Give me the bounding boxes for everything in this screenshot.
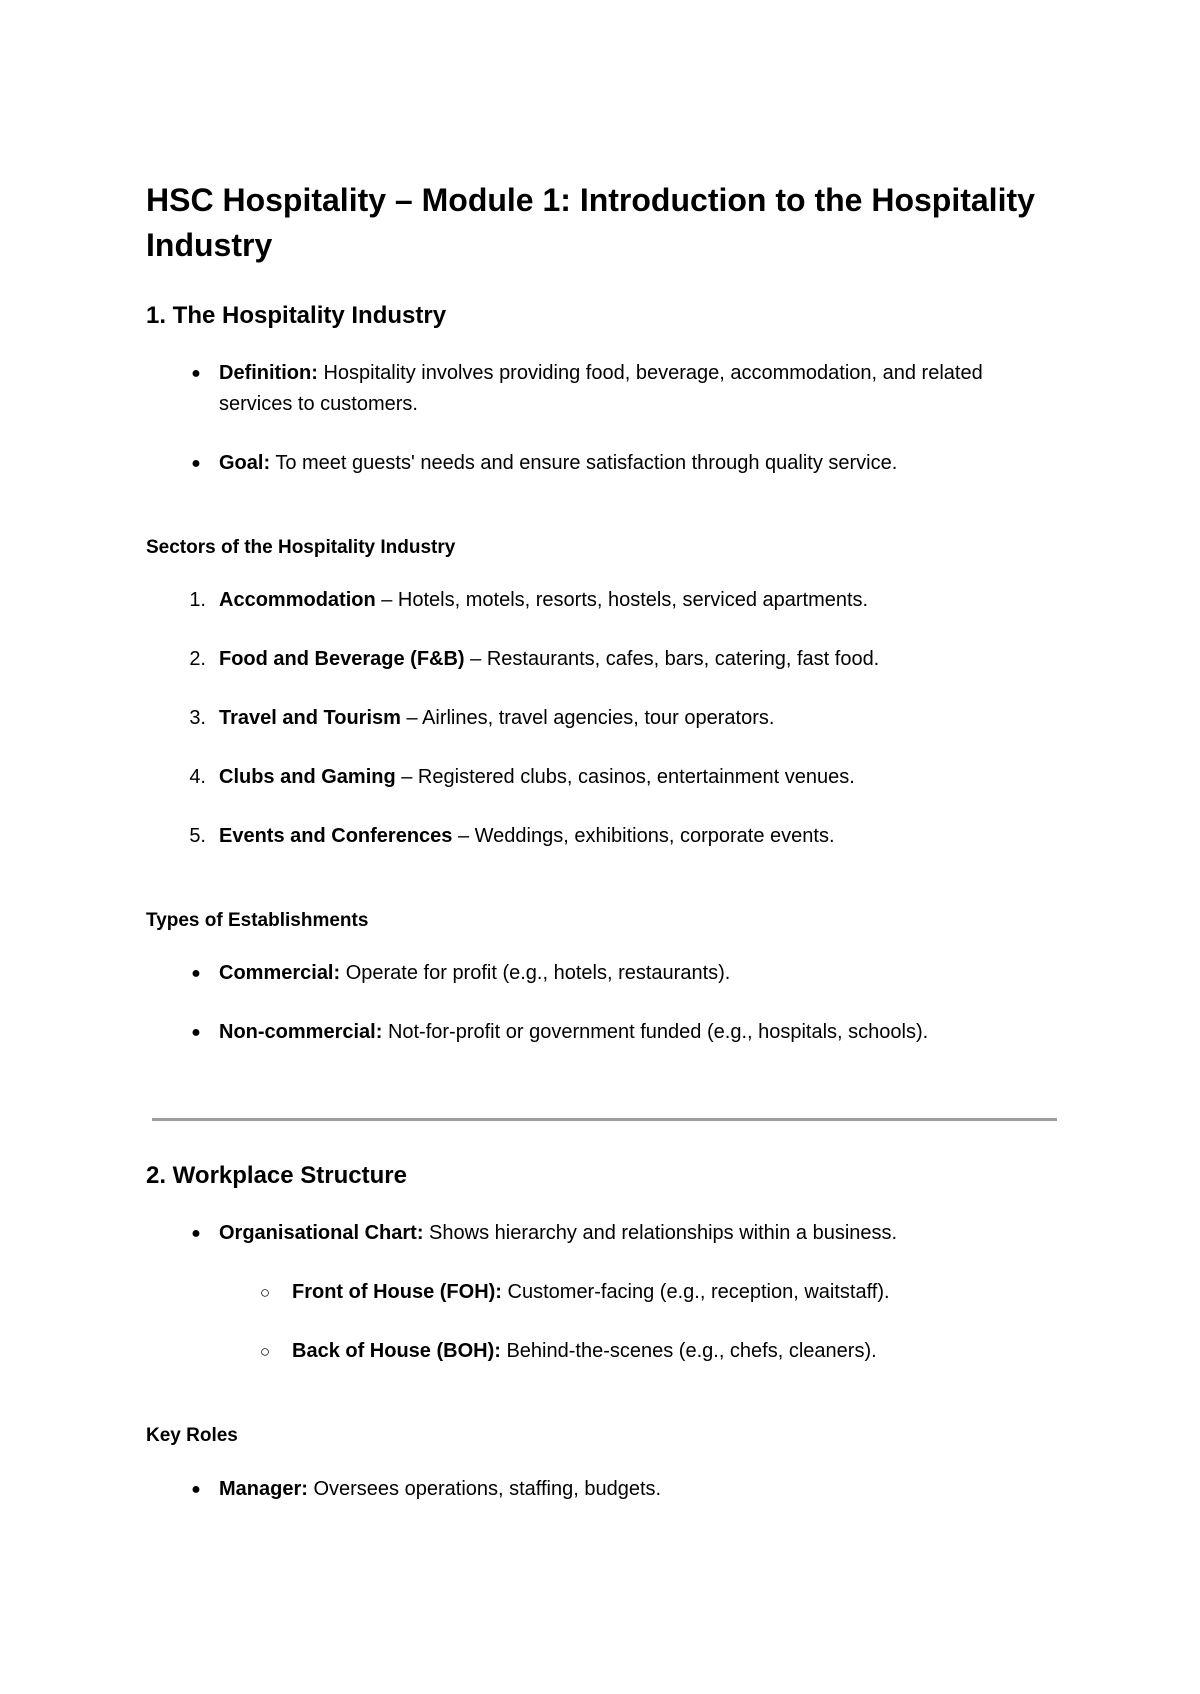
term-label: Accommodation xyxy=(219,589,376,611)
role-item-manager xyxy=(191,1474,1049,1505)
term-label: Manager: xyxy=(219,1478,308,1500)
list-item-definition xyxy=(191,358,1049,420)
list-number: 2. xyxy=(189,648,206,670)
item-text: Oversees operations, staffing, budgets. xyxy=(313,1478,662,1500)
sector-item-food-beverage xyxy=(189,644,1049,675)
establishment-item-non-commercial xyxy=(191,1017,1049,1048)
item-text: Operate for profit (e.g., hotels, restaurants). xyxy=(345,962,731,984)
circle-bullet-icon: ○ xyxy=(259,1342,271,1361)
term-label: Goal: xyxy=(219,452,271,474)
subheading-key-roles: Key Roles xyxy=(146,1425,238,1446)
list-number: 5. xyxy=(189,825,206,847)
document-title: HSC Hospitality – Module 1: Introduction to the Hospitality Industry xyxy=(146,182,1035,263)
bullet-icon: ● xyxy=(191,965,201,982)
term-label: Front of House (FOH): xyxy=(292,1281,502,1303)
sector-item-clubs-gaming xyxy=(189,762,1049,793)
establishment-item-commercial xyxy=(191,958,1049,989)
term-label: Organisational Chart: xyxy=(219,1222,424,1244)
term-label: Travel and Tourism xyxy=(219,707,401,729)
bullet-icon: ● xyxy=(191,1024,201,1041)
subheading-sectors: Sectors of the Hospitality Industry xyxy=(146,537,456,558)
list-number: 1. xyxy=(189,589,206,611)
sub-item-front-of-house xyxy=(259,1277,1052,1308)
item-text: Customer-facing (e.g., reception, waitstaff). xyxy=(507,1281,890,1303)
bullet-icon: ● xyxy=(191,455,201,472)
term-label: Food and Beverage (F&B) xyxy=(219,648,465,670)
list-number: 4. xyxy=(189,766,206,788)
section-heading-hospitality-industry: 1. The Hospitality Industry xyxy=(146,302,447,329)
item-text: Shows hierarchy and relationships within a business. xyxy=(429,1222,898,1244)
item-text: – Restaurants, cafes, bars, catering, fast food. xyxy=(470,648,880,670)
term-label: Back of House (BOH): xyxy=(292,1340,501,1362)
sector-item-events-conferences xyxy=(189,821,1049,852)
item-text: – Weddings, exhibitions, corporate events. xyxy=(457,825,835,847)
item-text: Not-for-profit or government funded (e.g., hospitals, schools). xyxy=(387,1021,929,1043)
item-text: Hospitality involves providing food, beverage, accommodation, and related services to customers. xyxy=(219,362,983,415)
horizontal-divider xyxy=(152,1118,1057,1121)
term-label: Non-commercial: xyxy=(219,1021,383,1043)
item-text: – Registered clubs, casinos, entertainment venues. xyxy=(401,766,855,788)
circle-bullet-icon: ○ xyxy=(259,1283,271,1302)
sub-item-back-of-house xyxy=(259,1336,1052,1367)
item-text: – Airlines, travel agencies, tour operators. xyxy=(406,707,775,729)
item-text: – Hotels, motels, resorts, hostels, serviced apartments. xyxy=(381,589,869,611)
section-heading-workplace-structure: 2. Workplace Structure xyxy=(146,1162,407,1189)
term-label: Definition: xyxy=(219,362,318,384)
subheading-establishments: Types of Establishments xyxy=(146,910,369,931)
term-label: Events and Conferences xyxy=(219,825,453,847)
term-label: Clubs and Gaming xyxy=(219,766,396,788)
term-label: Commercial: xyxy=(219,962,341,984)
list-number: 3. xyxy=(189,707,206,729)
list-item-organisational-chart xyxy=(191,1218,1049,1249)
item-text: To meet guests' needs and ensure satisfaction through quality service. xyxy=(275,452,898,474)
list-item-goal xyxy=(191,448,1049,479)
sector-item-accommodation xyxy=(189,585,1049,616)
bullet-icon: ● xyxy=(191,1481,201,1498)
bullet-icon: ● xyxy=(191,365,201,382)
item-text: Behind-the-scenes (e.g., chefs, cleaners). xyxy=(506,1340,877,1362)
sector-item-travel-tourism xyxy=(189,703,1049,734)
bullet-icon: ● xyxy=(191,1225,201,1242)
